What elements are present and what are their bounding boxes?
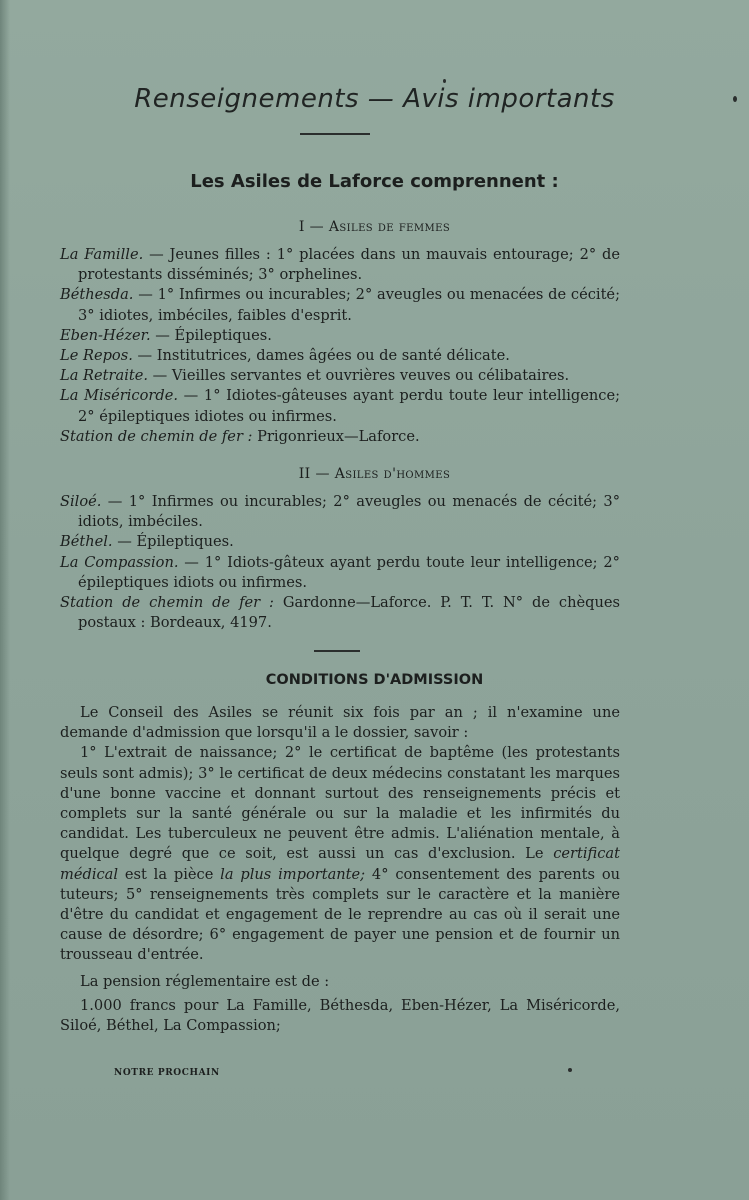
paragraph-text: 1° L'extrait de naissance; 2° le certificat de baptême (les protestants seuls sont admis); 3° le certificat de deux médecins constatant les marques d'une bonne vaccine et donnant surtout des renseignements précis et complets sur la santé générale ou sur la maladie et les infirmités du candidat. Les tuberculeux ne peuvent être admis. L'aliénation mentale, à quelque degré que ce soit, est aussi un cas d'exclusion. Le (60, 744, 620, 863)
list-item (60, 427, 620, 447)
men-heading-text: II — Asiles d'hommes (298, 466, 451, 482)
entry-lead: La Miséricorde. (60, 387, 178, 405)
entry-lead: La Compassion. (60, 553, 179, 571)
list-item (60, 346, 620, 366)
entry-text: — 1° Infirmes ou incurables; 2° aveugles ou menacés de cécité; 3° idiots, imbéciles. (78, 493, 620, 531)
paragraph-text: est la pièce (118, 865, 221, 883)
entry-text: — 1° Infirmes ou incurables; 2° aveugles ou menacées de cécité; 3° idiotes, imbéciles, faibles d'esprit. (78, 286, 620, 324)
entry-text: — Épileptiques. (112, 533, 234, 551)
conditions-paragraph-2 (60, 743, 620, 965)
entry-text: — Épileptiques. (150, 326, 272, 344)
entry-text: Prigonrieux—Laforce. (252, 427, 420, 445)
entry-text: — Institutrices, dames âgées ou de santé délicate. (132, 347, 510, 365)
paragraph-text: 4° consentement des parents ou tuteurs; 5° renseignements très complets sur le caractère et la manière d'être du candidat et engagement de le reprendre au cas où il serait une cause de désordre; 6° engagement de payer une pension et de fournir un trousseau d'entrée. (60, 865, 620, 964)
entry-text: Gardonne—Laforce. P. T. T. N° de chèques postaux : Bordeaux, 4197. (78, 594, 620, 632)
entry-text: — 1° Idiotes-gâteuses ayant perdu toute leur intelligence; 2° épileptiques idiotes ou infirmes. (78, 387, 621, 425)
section-rule (314, 650, 360, 652)
conditions-paragraph-3: La pension réglementaire est de : (80, 972, 330, 990)
list-item (60, 245, 620, 285)
entry-lead: Station de chemin de fer : (60, 594, 274, 612)
conditions-paragraph-4: 1.000 francs pour La Famille, Béthesda, Eben-Hézer, La Miséricorde, Siloé, Béthel, La Compassion; (60, 996, 620, 1035)
emphasis-text: certificat médical (60, 845, 620, 883)
entry-lead: La Famille. (60, 246, 144, 263)
list-item (60, 532, 620, 552)
entry-text: — Jeunes filles : 1° placées dans un mauvais entourage; 2° de protestants disséminés; 3° orphelines. (78, 246, 621, 284)
men-asylums-heading (0, 466, 749, 482)
entry-lead: Béthel. (60, 533, 113, 551)
list-item (60, 326, 620, 346)
entry-lead: Station de chemin de fer : (60, 427, 253, 445)
women-asylums-heading (0, 219, 749, 235)
list-item (60, 553, 620, 593)
entry-text: — Vieilles servantes et ouvrières veuves ou célibataires. (148, 367, 570, 385)
men-asylums-list (60, 492, 620, 633)
title-rule (300, 133, 370, 135)
page-title: Renseignements — Avis importants (134, 84, 615, 114)
entry-lead: Eben-Hézer. (60, 326, 151, 344)
entry-lead: Siloé. (60, 493, 102, 510)
emphasis-text: la plus importante; (220, 865, 366, 883)
list-item (60, 386, 620, 426)
conditions-paragraph-1: Le Conseil des Asiles se réunit six fois par an ; il n'examine une demande d'admission que lorsqu'il a le dossier, savoir : (60, 704, 620, 742)
ink-speck (443, 79, 446, 83)
entry-lead: Béthesda. (60, 286, 134, 304)
catchword: NOTRE PROCHAIN (114, 1068, 220, 1078)
section-subtitle: Les Asiles de Laforce comprennent : (190, 171, 559, 192)
women-asylums-list (60, 245, 620, 447)
women-heading-text: I — Asiles de femmes (298, 219, 451, 235)
ink-speck (733, 96, 737, 102)
entry-lead: Le Repos. (60, 347, 133, 365)
entry-lead: La Retraite. (60, 367, 149, 385)
list-item (60, 285, 620, 325)
conditions-text (60, 703, 620, 1036)
entry-text: — 1° Idiots-gâteux ayant perdu toute leur intelligence; 2° épileptiques idiots ou infirmes. (78, 553, 620, 591)
conditions-heading: CONDITIONS D'ADMISSION (265, 672, 484, 688)
list-item (60, 366, 620, 386)
list-item (60, 593, 620, 633)
list-item (60, 492, 620, 532)
ink-speck (568, 1068, 572, 1072)
